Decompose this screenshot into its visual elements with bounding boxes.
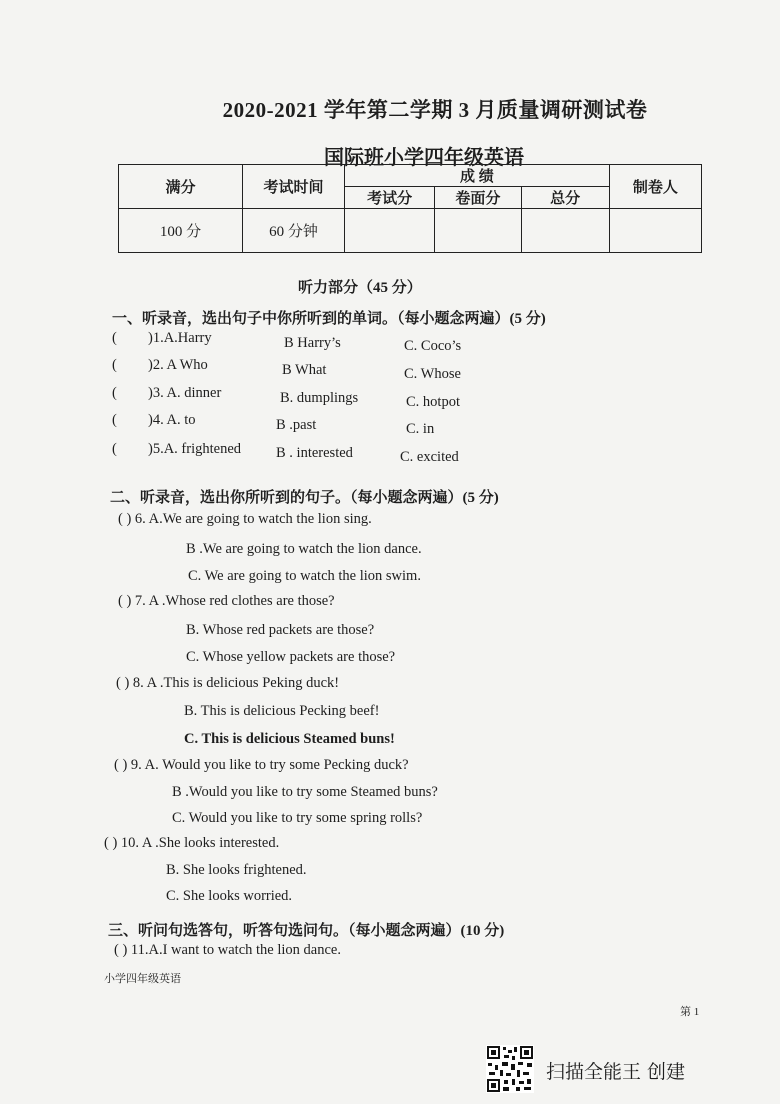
option-line: B .We are going to watch the lion dance. [186, 541, 422, 557]
option-a: )2. A Who [148, 357, 208, 373]
question-line: ( ) 10. A .She looks interested. [104, 835, 280, 851]
total-score-cell [521, 209, 609, 253]
footer-subject: 小学四年级英语 [104, 973, 181, 985]
exam-score-header: 考试分 [345, 187, 435, 209]
exam-time-value: 60 分钟 [242, 209, 344, 253]
option-a: )4. A. to [148, 412, 196, 428]
option-line: B. Whose red packets are those? [186, 622, 375, 638]
paper-maker-header: 制卷人 [609, 165, 701, 209]
exam-score-cell [345, 209, 435, 253]
option-c: C. hotpot [406, 394, 460, 410]
option-a: )5.A. frightened [148, 441, 242, 457]
full-mark-header: 满分 [119, 165, 243, 209]
qr-code-icon [486, 1045, 534, 1093]
option-b: B What [282, 362, 327, 378]
score-table [118, 164, 702, 253]
page-number: 第 1 [680, 1006, 700, 1018]
paper-maker-cell [609, 209, 701, 253]
question-line: ( ) 9. A. Would you like to try some Pecking duck? [114, 757, 409, 773]
option-a: )3. A. dinner [148, 385, 222, 401]
section-1-heading: 一、听录音，选出句子中你所听到的单词。（每小题念两遍）(5 分) [112, 311, 546, 327]
answer-paren: ( [112, 385, 117, 401]
question-line: ( ) 7. A .Whose red clothes are those? [118, 593, 335, 609]
section-3-heading: 三、听问句选答句，听答句选问句。（每小题念两遍）(10 分) [108, 923, 505, 939]
option-line: C. Would you like to try some spring rolls? [172, 810, 423, 826]
question-line: ( ) 6. A.We are going to watch the lion sing. [118, 511, 372, 527]
scanner-brand-label: 扫描全能王 创建 [546, 1061, 686, 1083]
total-score-header: 总分 [521, 187, 609, 209]
question-line: ( ) 8. A .This is delicious Peking duck! [116, 675, 340, 691]
option-b: B . interested [276, 445, 353, 461]
question-line: ( ) 11.A.I want to watch the lion dance. [114, 942, 341, 958]
score-header: 成 绩 [345, 165, 610, 187]
option-b: B. dumplings [280, 390, 359, 406]
option-b: B .past [276, 417, 317, 433]
option-c: C. in [406, 421, 435, 437]
answer-paren: ( [112, 330, 117, 346]
option-line: C. Whose yellow packets are those? [186, 649, 396, 665]
exam-title: 2020-2021 学年第二学期 3 月质量调研测试卷 [222, 98, 648, 122]
option-c: C. Whose [404, 366, 461, 382]
listening-part-title: 听力部分（45 分） [298, 280, 422, 296]
full-mark-value: 100 分 [119, 209, 243, 253]
option-b: B Harry’s [284, 335, 341, 351]
exam-time-header: 考试时间 [242, 165, 344, 209]
answer-paren: ( [112, 357, 117, 373]
option-c: C. Coco’s [404, 338, 462, 354]
option-line: C. This is delicious Steamed buns! [184, 731, 395, 747]
option-line: B. This is delicious Pecking beef! [184, 703, 380, 719]
section-2-heading: 二、听录音，选出你所听到的句子。（每小题念两遍）(5 分) [110, 490, 499, 506]
option-c: C. excited [400, 449, 459, 465]
option-line: B .Would you like to try some Steamed buns? [172, 784, 438, 800]
answer-paren: ( [112, 412, 117, 428]
exam-subtitle: 国际班小学四年级英语 [324, 147, 524, 169]
neatness-score-cell [435, 209, 521, 253]
option-a: )1.A.Harry [148, 330, 212, 346]
neatness-score-header: 卷面分 [435, 187, 521, 209]
option-line: C. We are going to watch the lion swim. [188, 568, 421, 584]
answer-paren: ( [112, 441, 117, 457]
option-line: B. She looks frightened. [166, 862, 307, 878]
option-line: C. She looks worried. [166, 888, 293, 904]
